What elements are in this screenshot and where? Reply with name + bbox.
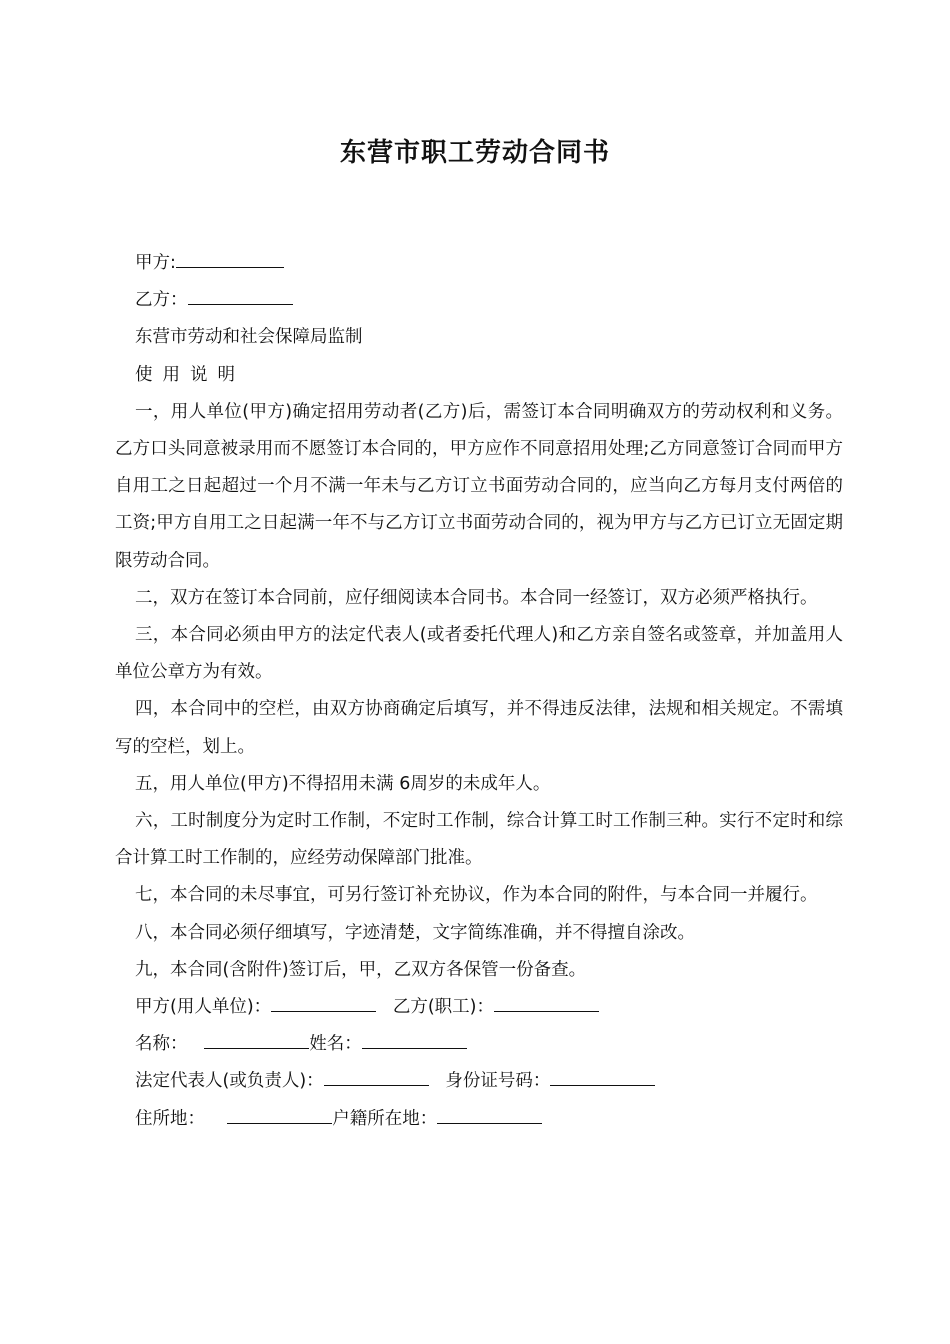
employer-label: 甲方(用人单位)： [135, 997, 272, 1017]
household-label: 户籍所在地： [332, 1108, 438, 1129]
paragraph-9: 九，本合同(含附件)签订后，甲，乙双方各保管一份备查。 [135, 959, 587, 980]
id-number-label: 身份证号码： [445, 1071, 551, 1092]
name-line [115, 1026, 843, 1063]
address-line [115, 1101, 843, 1138]
employer-blank[interactable] [271, 994, 376, 1012]
id-number-blank[interactable] [550, 1068, 655, 1086]
address-label: 住所地： [135, 1108, 205, 1129]
person-name-blank[interactable] [362, 1031, 467, 1049]
paragraph-5: 五，用人单位(甲方)不得招用未满 6周岁的未成年人。 [135, 773, 551, 794]
address-blank[interactable] [227, 1106, 332, 1124]
paragraph-4: 四，本合同中的空栏，由双方协商确定后填写，并不得违反法律，法规和相关规定。不需填写的空栏，划上。 [115, 699, 843, 757]
signature-parties-line [115, 989, 843, 1026]
paragraph-7: 七，本合同的未尽事宜，可另行签订补充协议，作为本合同的附件，与本合同一并履行。 [135, 885, 818, 906]
household-blank[interactable] [437, 1106, 542, 1124]
legal-rep-blank[interactable] [324, 1068, 429, 1086]
supervisor-line: 东营市劳动和社会保障局监制 [135, 327, 363, 348]
name-label: 名称： [135, 1034, 188, 1055]
instructions-heading: 使用说明 [135, 364, 245, 385]
employee-blank[interactable] [494, 994, 599, 1012]
paragraph-1: 一，用人单位(甲方)确定招用劳动者(乙方)后，需签订本合同明确双方的劳动权利和义务。乙方口头同意被录用而不愿签订本合同的，甲方应作不同意招用处理;乙方同意签订合同而甲方自用工之日起超过一个月不满一年未与乙方订立书面劳动合同的，应当向乙方每月支付两倍的工资;甲方自用工之日起满一年不与乙方订立书面劳动合同的，视为甲方与乙方已订立无固定期限劳动合同。 [115, 401, 843, 571]
paragraph-8: 八，本合同必须仔细填写，字迹清楚，文字简练准确，并不得擅自涂改。 [135, 922, 695, 943]
legal-rep-line [115, 1063, 843, 1100]
party-a-blank[interactable] [176, 250, 284, 268]
legal-rep-label: 法定代表人(或负责人)： [135, 1071, 324, 1092]
party-b-line [115, 282, 843, 319]
paragraph-6: 六，工时制度分为定时工作制，不定时工作制，综合计算工时工作制三种。实行不定时和综合计算工时工作制的，应经劳动保障部门批准。 [115, 810, 843, 869]
party-b-label: 乙方： [135, 290, 188, 311]
employee-label: 乙方(职工)： [392, 997, 495, 1017]
person-name-label: 姓名： [309, 1034, 362, 1055]
paragraph-3: 三，本合同必须由甲方的法定代表人(或者委托代理人)和乙方亲自签名或签章，并加盖用人单位公章方为有效。 [115, 624, 843, 683]
party-a-line [115, 245, 843, 282]
document-body [115, 245, 843, 1138]
paragraph-2: 二，双方在签订本合同前，应仔细阅读本合同书。本合同一经签订，双方必须严格执行。 [135, 587, 818, 608]
party-a-label: 甲方: [135, 253, 176, 273]
name-blank[interactable] [204, 1031, 309, 1049]
party-b-blank[interactable] [188, 287, 293, 305]
document-title: 东营市职工劳动合同书 [339, 138, 610, 168]
